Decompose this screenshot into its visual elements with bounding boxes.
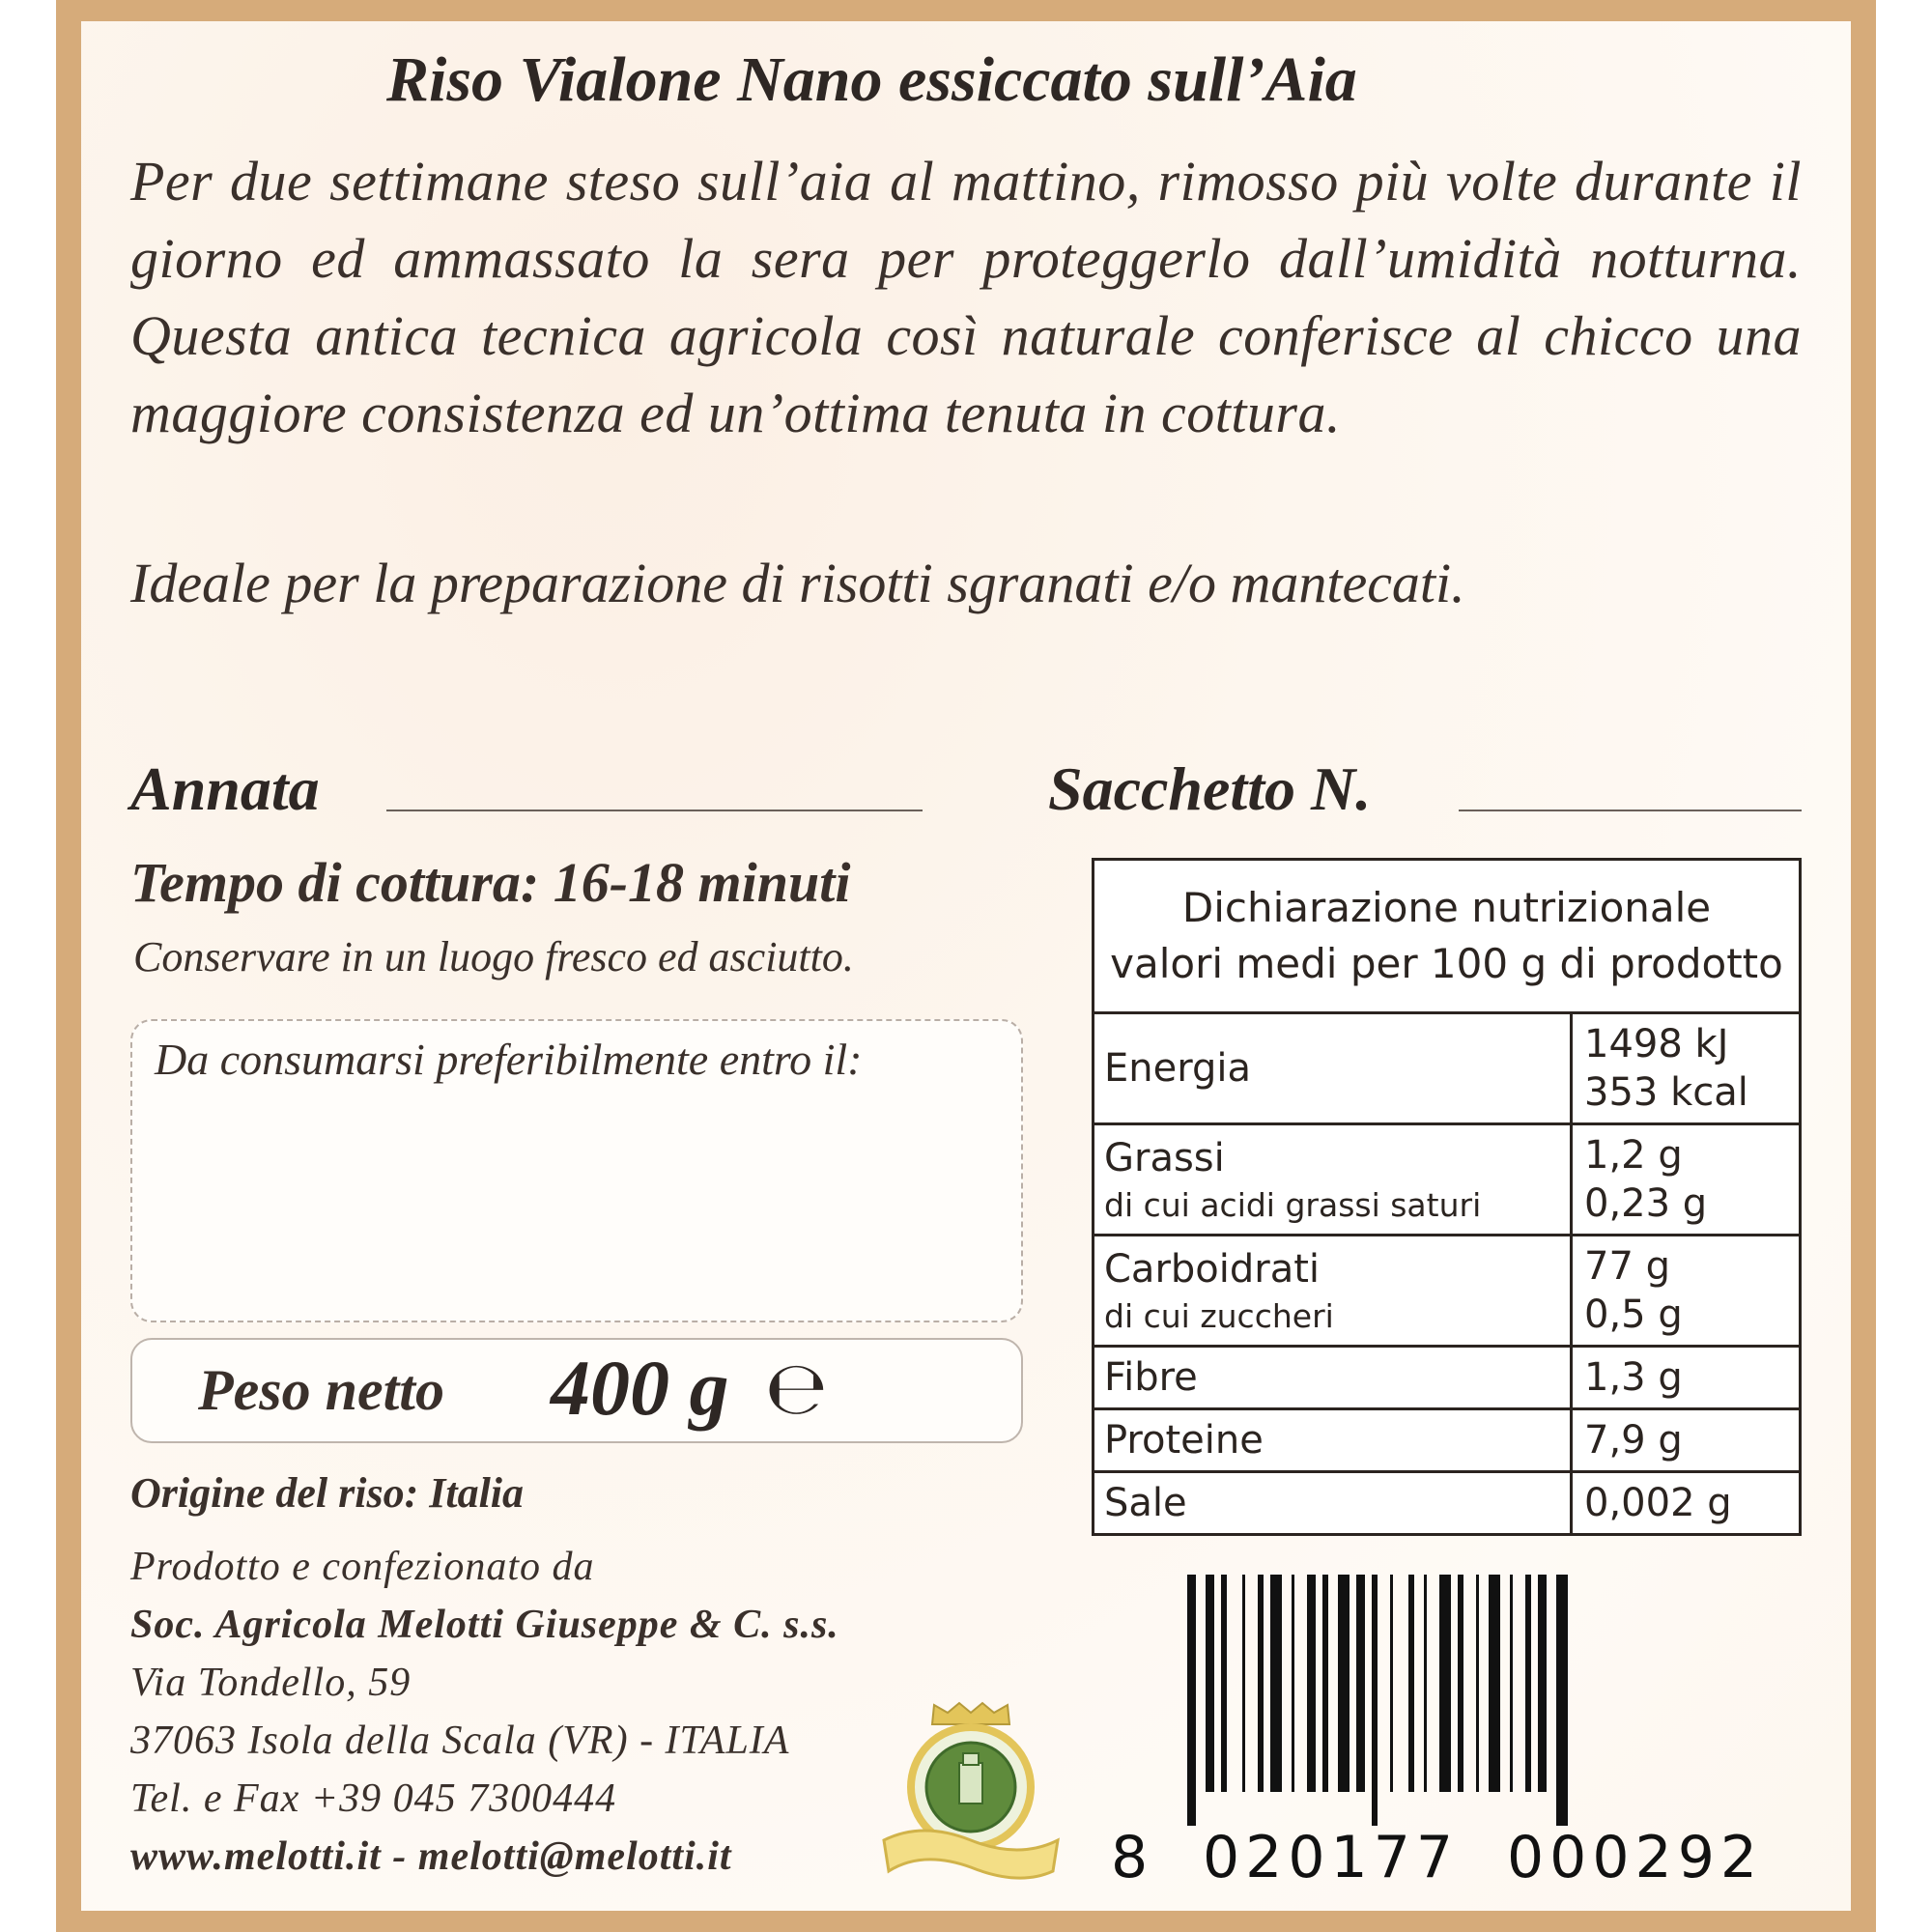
nutrition-row (1094, 1013, 1801, 1124)
barcode-bar (1338, 1575, 1350, 1792)
producer-company: Soc. Agricola Melotti Giuseppe & C. s.s. (130, 1603, 839, 1647)
net-weight-value: 400 g (551, 1344, 729, 1432)
producer-web-email: www.melotti.it - melotti@melotti.it (130, 1834, 732, 1879)
nutrient-value: 7,9 g (1584, 1418, 1683, 1463)
barcode-bar (1538, 1575, 1547, 1792)
storage-instructions: Conservare in un luogo fresco ed asciutto. (133, 933, 854, 980)
sacchetto-label: Sacchetto N. (1048, 754, 1372, 823)
barcode (1183, 1575, 1792, 1826)
barcode-bar (1476, 1575, 1479, 1792)
barcode-first-digit: 8 (1111, 1824, 1149, 1891)
rice-origin: Origine del riso: Italia (130, 1469, 525, 1517)
nutrition-row (1094, 1347, 1801, 1409)
nutrition-header-line2: valori medi per 100 g di prodotto (1110, 940, 1783, 987)
barcode-bar (1187, 1575, 1196, 1826)
nutrition-header-line1: Dichiarazione nutrizionale (1181, 884, 1712, 931)
nutrient-value: 1,3 g (1584, 1355, 1683, 1400)
annata-label: Annata (130, 754, 320, 823)
barcode-bar (1242, 1575, 1245, 1792)
nutrient-label: Fibre (1104, 1355, 1198, 1400)
producer-intro: Prodotto e confezionato da (130, 1545, 595, 1589)
producer-phone: Tel. e Fax +39 045 7300444 (130, 1776, 617, 1821)
nutrient-value: 1498 kJ (1584, 1022, 1729, 1066)
barcode-bar (1206, 1575, 1214, 1792)
nutrient-label: Sale (1104, 1481, 1187, 1525)
estimated-sign-icon: ℮ (765, 1345, 828, 1431)
nutrient-sub-value: 0,5 g (1584, 1293, 1683, 1337)
nutrition-header (1094, 860, 1801, 1013)
barcode-group-right: 000292 (1507, 1824, 1764, 1891)
barcode-group-left: 020177 (1203, 1824, 1460, 1891)
producer-city: 37063 Isola della Scala (VR) - ITALIA (130, 1719, 790, 1763)
nutrient-sub-label: di cui acidi grassi saturi (1104, 1185, 1482, 1224)
net-weight-label: Peso netto (198, 1358, 444, 1422)
nutrient-sub-value: 0,23 g (1584, 1181, 1708, 1226)
barcode-bar (1556, 1575, 1568, 1826)
nutrition-row (1094, 1236, 1801, 1347)
nutrient-label: Energia (1104, 1046, 1251, 1091)
barcode-bar (1221, 1575, 1227, 1792)
cooking-time: Tempo di cottura: 16-18 minuti (130, 851, 851, 914)
nutrition-table (1092, 858, 1802, 1536)
barcode-bar (1489, 1575, 1500, 1792)
barcode-bar (1510, 1575, 1513, 1792)
product-description: Per due settimane steso sull’aia al mattino, rimosso più volte durante il giorno ed ammassato la sera per proteggerlo dall’umidità notturna. Questa antica tecnica agricola così naturale conferisce al chicco una maggiore consistenza ed un’ottima tenuta in cottura. (130, 150, 1802, 444)
nutrient-label: Carboidrati (1104, 1246, 1321, 1292)
nutrient-label: Grassi (1104, 1135, 1225, 1180)
barcode-bar (1307, 1575, 1316, 1792)
nutrition-row (1094, 1124, 1801, 1236)
barcode-bar (1439, 1575, 1451, 1792)
nutrient-value: 0,002 g (1584, 1481, 1732, 1525)
nutrient-sub-label: di cui zuccheri (1104, 1296, 1334, 1335)
barcode-bar (1356, 1575, 1365, 1792)
sacchetto-blank-line (1459, 810, 1802, 811)
barcode-bar (1408, 1575, 1414, 1792)
nutrient-value: 77 g (1584, 1244, 1671, 1289)
barcode-bar (1270, 1575, 1282, 1792)
nutrient-value: 1,2 g (1584, 1133, 1683, 1178)
product-title: Riso Vialone Nano essiccato sull’Aia (386, 44, 1357, 115)
melotti-seal-logo (874, 1695, 1067, 1889)
barcode-bar (1458, 1575, 1463, 1792)
nutrient-value: 353 kcal (1584, 1070, 1748, 1115)
ideal-use-text: Ideale per la preparazione di risotti sgranati e/o mantecati. (130, 552, 1465, 614)
producer-street: Via Tondello, 59 (130, 1661, 412, 1705)
annata-blank-line (386, 810, 923, 811)
barcode-bar (1424, 1575, 1427, 1792)
barcode-bar (1322, 1575, 1328, 1792)
barcode-bar (1390, 1575, 1393, 1792)
barcode-bar (1525, 1575, 1531, 1792)
nutrient-label: Proteine (1104, 1418, 1264, 1463)
barcode-bar (1372, 1575, 1378, 1826)
nutrition-row (1094, 1409, 1801, 1472)
best-before-label: Da consumarsi preferibilmente entro il: (155, 1035, 863, 1084)
barcode-bar (1258, 1575, 1264, 1792)
nutrition-row (1094, 1472, 1801, 1535)
barcode-bar (1292, 1575, 1294, 1792)
